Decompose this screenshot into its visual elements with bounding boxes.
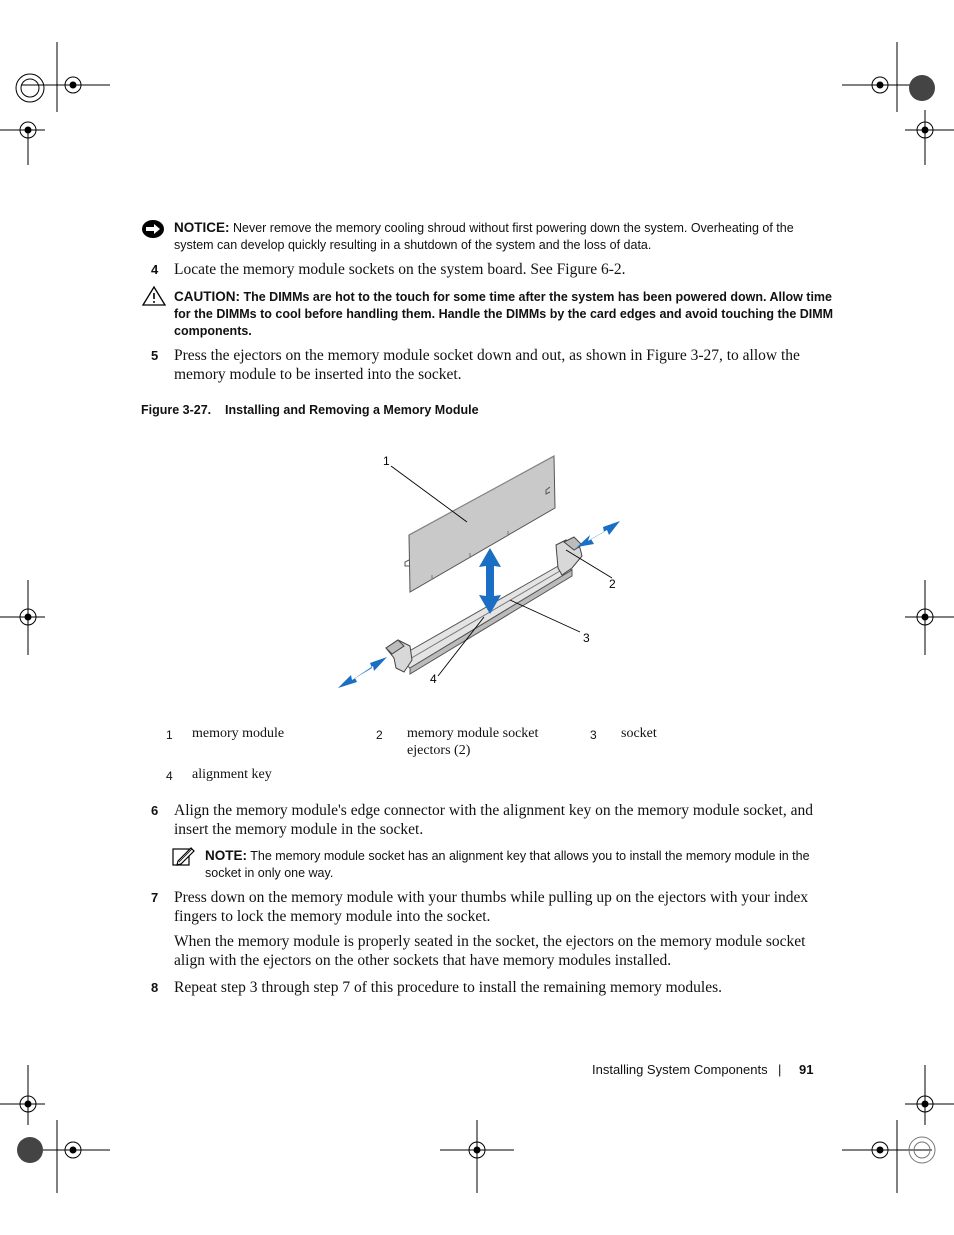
caution-label: CAUTION: — [174, 289, 240, 304]
memory-module — [405, 456, 555, 592]
caution-text-line3: components. — [174, 324, 252, 338]
footer-separator: | — [778, 1062, 782, 1077]
notice-text-line2: system can develop quickly resulting in a shutdown of the system and the loss of data. — [174, 238, 652, 252]
caution-text-line2: for the DIMMs to cool before handling them. Handle the DIMMs by the card edges and avoid touching the DIMM — [174, 307, 834, 321]
legend-label-2-line2: ejectors (2) — [407, 743, 471, 758]
callout-4: 4 — [430, 672, 437, 686]
step-text-5-line2: memory module to be inserted into the socket. — [174, 366, 462, 383]
note-label: NOTE: — [205, 848, 247, 863]
caution-icon — [141, 285, 167, 307]
legend-label-1: memory module — [192, 726, 285, 741]
note-text-line1: The memory module socket has an alignment key that allows you to install the memory module in the — [250, 849, 810, 863]
note-icon — [172, 845, 196, 867]
step-number-7: 7 — [151, 890, 159, 905]
footer-section-title: Installing System Components — [592, 1062, 768, 1077]
step-text-8: Repeat step 3 through step 7 of this procedure to install the remaining memory modules. — [174, 979, 722, 996]
step-text-6-line1: Align the memory module's edge connector with the alignment key on the memory module socket, and — [174, 802, 813, 819]
legend-num-1: 1 — [166, 728, 173, 742]
callout-3: 3 — [583, 631, 590, 645]
step-text-6 — [174, 801, 834, 839]
step-text-5 — [174, 346, 824, 384]
notice-label: NOTICE: — [174, 220, 230, 235]
step-7-para2-line2: align with the ejectors on the other sockets that have memory modules installed. — [174, 952, 672, 969]
step-text-6-line2: insert the memory module in the socket. — [174, 821, 424, 838]
step-number-4: 4 — [151, 262, 159, 277]
legend-num-2: 2 — [376, 728, 383, 742]
legend-num-3: 3 — [590, 728, 597, 742]
page-number: 91 — [799, 1062, 814, 1077]
figure-caption: Figure 3-27. Installing and Removing a Memory Module — [141, 403, 479, 417]
step-number-8: 8 — [151, 980, 159, 995]
caution — [174, 288, 834, 340]
step-text-7-line1: Press down on the memory module with your thumbs while pulling up on the ejectors with your index — [174, 889, 809, 906]
legend-label-2-line1: memory module socket — [407, 726, 539, 741]
step-text-4: Locate the memory module sockets on the system board. See Figure 6-2. — [174, 261, 626, 278]
step-7-paragraph-2 — [174, 932, 834, 970]
notice-text-line1: Never remove the memory cooling shroud without first powering down the system. Overheating of the — [232, 221, 794, 235]
notice — [174, 219, 824, 254]
step-number-5: 5 — [151, 348, 159, 363]
legend-num-4: 4 — [166, 769, 173, 783]
legend-label-3: socket — [621, 726, 657, 741]
step-text-5-line1: Press the ejectors on the memory module socket down and out, as shown in Figure 3-27, to allow the — [174, 347, 800, 364]
callout-1: 1 — [383, 454, 390, 468]
step-7-para2-line1: When the memory module is properly seated in the socket, the ejectors on the memory module socket — [174, 933, 806, 950]
legend-label-4: alignment key — [192, 767, 272, 782]
step-text-7 — [174, 888, 834, 926]
note — [205, 847, 825, 882]
callout-2: 2 — [609, 577, 616, 591]
note-text-line2: socket in only one way. — [205, 866, 334, 880]
caution-text-line1: The DIMMs are hot to the touch for some time after the system has been powered down. Allow time — [243, 290, 832, 304]
step-text-7-line2: fingers to lock the memory module into the socket. — [174, 908, 491, 925]
step-number-6: 6 — [151, 803, 159, 818]
notice-icon — [141, 219, 165, 239]
figure-illustration — [330, 450, 630, 695]
